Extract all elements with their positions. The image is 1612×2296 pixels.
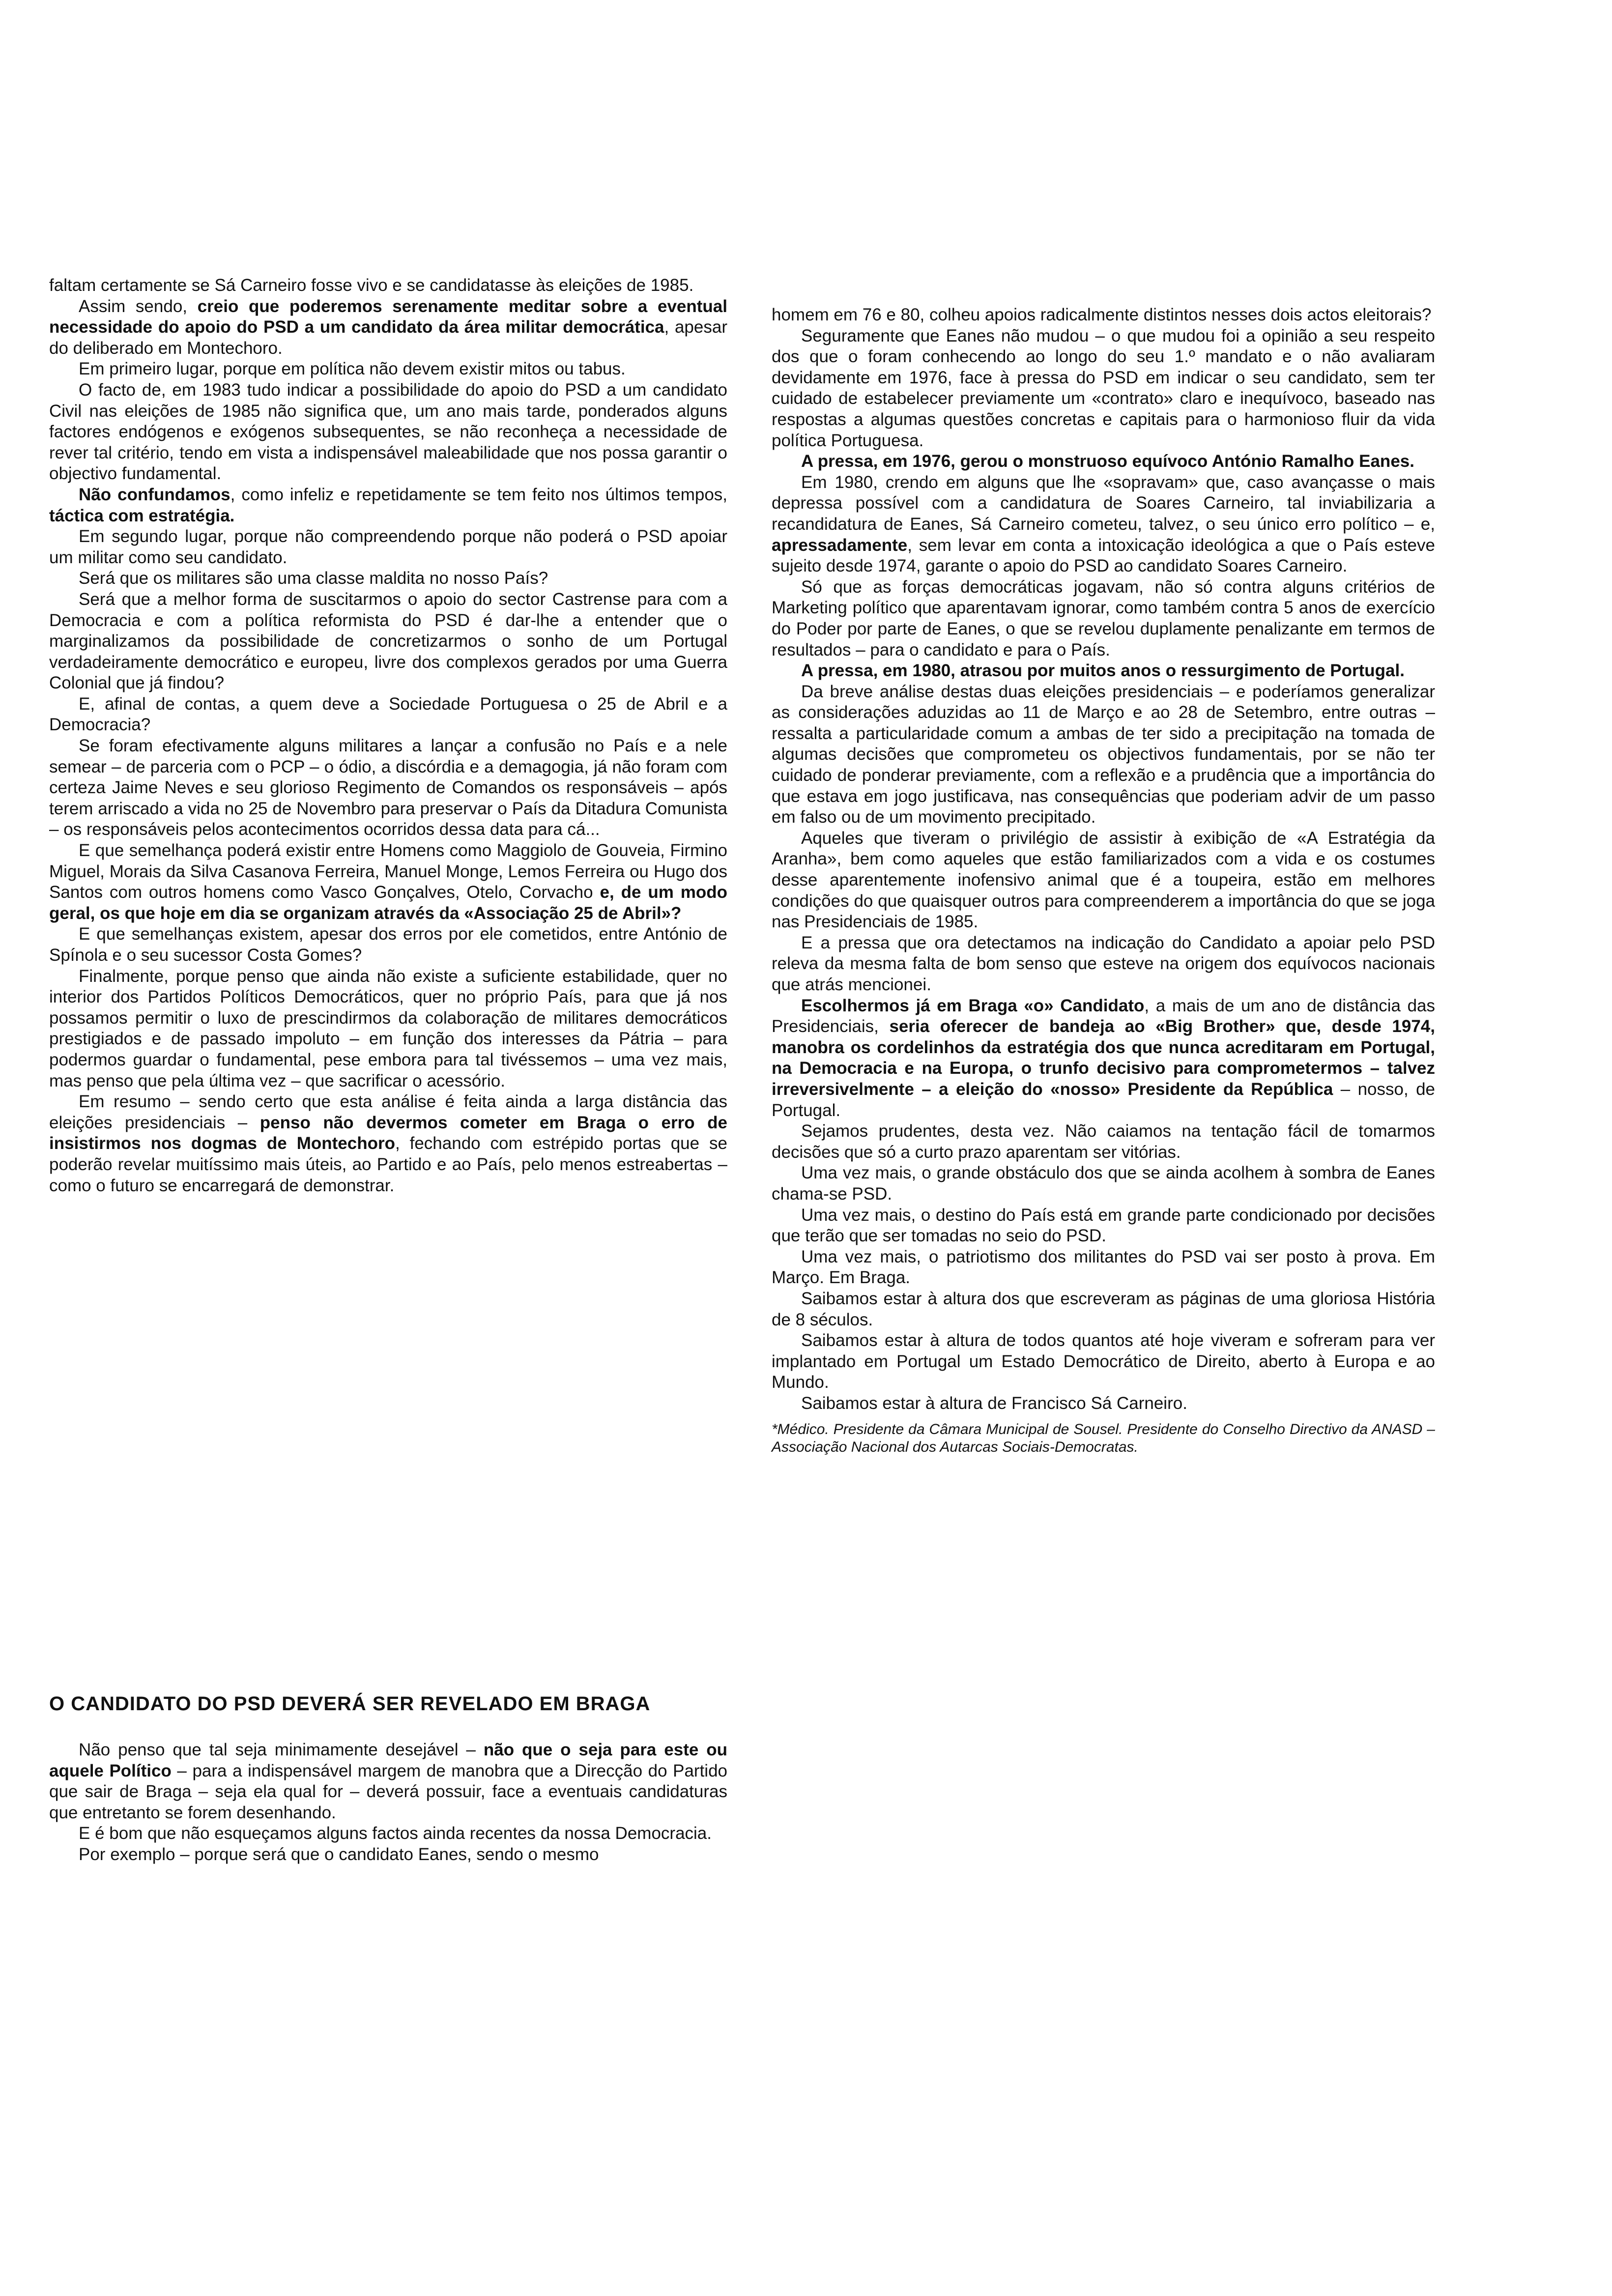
- article-paragraph: [772, 1393, 1435, 1414]
- article-paragraph: [49, 568, 727, 589]
- bold-text: táctica com estratégia.: [49, 506, 235, 525]
- body-text: Será que os militares são uma classe maldita no nosso País?: [79, 569, 548, 588]
- body-text: Será que a melhor forma de suscitarmos o apoio do sector Castrense para com a Democracia e com a política reformista do PSD é dar-lhe a entender que o marginalizamos da possibilidade de concretizarmos o sonho de um Portugal verdadeiramente democrático e europeu, livre dos complexos gerados por uma Guerra Colonial que já findou?: [49, 589, 727, 693]
- article-paragraph: [49, 840, 727, 924]
- body-text: Saibamos estar à altura de Francisco Sá Carneiro.: [801, 1393, 1187, 1413]
- body-text: Assim sendo,: [79, 296, 198, 316]
- article-paragraph: [49, 589, 727, 694]
- bold-text: seria oferecer de bandeja ao «Big Brother» que, desde 1974, manobra os cordelinhos da estratégia dos que nunca acreditaram em Portugal, na Democracia e na Europa, o trunfo decisivo para comprometermos – talvez irreversivelmente – a eleição do «nosso» Presidente da República: [772, 1017, 1435, 1099]
- article-paragraph: [49, 296, 727, 359]
- article-paragraph: [772, 933, 1435, 996]
- body-text: Em resumo – sendo certo que esta análise é feita ainda a larga distância das eleições presidenciais –: [49, 1092, 727, 1132]
- article-paragraph: [772, 1163, 1435, 1205]
- section-heading: O CANDIDATO DO PSD DEVERÁ SER REVELADO EM BRAGA: [49, 1693, 651, 1715]
- body-text: Saibamos estar à altura dos que escreveram as páginas de uma gloriosa História de 8 séculos.: [772, 1289, 1435, 1329]
- body-text: , fechando com estrépido portas que se poderão revelar muitíssimo mais úteis, ao Partido e ao País, pelo menos estreabertas – como o futuro se encarregará de demonstrar.: [49, 1134, 727, 1195]
- bold-text: A pressa, em 1980, atrasou por muitos anos o ressurgimento de Portugal.: [801, 661, 1405, 681]
- body-text: , como infeliz e repetidamente se tem feito nos últimos tempos,: [230, 485, 728, 504]
- body-text: Saibamos estar à altura de todos quantos até hoje viveram e sofreram para ver implantado em Portugal um Estado Democrático de Direito, aberto à Europa e ao Mundo.: [772, 1331, 1435, 1392]
- body-text: Seguramente que Eanes não mudou – o que mudou foi a opinião a seu respeito dos que o foram conhecendo ao longo do seu 1.º mandato e o não avaliaram devidamente em 1976, face à pressa do PSD em indicar o seu candidato, sem ter cuidado de estabelecer previamente um «contrato» claro e inequívoco, baseado nas respostas a algumas questões concretas e capitais para o harmonioso fluir da vida política Portuguesa.: [772, 326, 1435, 450]
- article-paragraph: [49, 1740, 727, 1823]
- bold-text: A pressa, em 1976, gerou o monstruoso equívoco António Ramalho Eanes.: [801, 452, 1414, 471]
- bold-text: não que o seja para este ou aquele Político: [49, 1740, 727, 1780]
- bold-text: creio que poderemos serenamente meditar sobre a eventual necessidade do apoio do PSD a um candidato da área militar democrática: [49, 296, 727, 337]
- article-paragraph: [772, 1289, 1435, 1330]
- body-text: Não penso que tal seja minimamente desejável –: [79, 1740, 484, 1759]
- author-footnote: *Médico. Presidente da Câmara Municipal de Sousel. Presidente do Conselho Directivo da ANASD – Associação Nacional dos Autarcas Sociais-Democratas.: [772, 1421, 1435, 1456]
- body-text: Uma vez mais, o grande obstáculo dos que se ainda acolhem à sombra de Eanes chama-se PSD.: [772, 1163, 1435, 1204]
- body-text: E a pressa que ora detectamos na indicação do Candidato a apoiar pelo PSD releva da mesma falta de bom senso que esteve na origem dos equívocos nacionais que atrás mencionei.: [772, 933, 1435, 994]
- body-text: Se foram efectivamente alguns militares a lançar a confusão no País e a nele semear – de parceria com o PCP – o ódio, a discórdia e a demagogia, já não foram com certeza Jaime Neves e seu glorioso Regimento de Comandos os responsáveis – após terem arriscado a vida no 25 de Novembro para preservar o País da Ditadura Comunista – os responsáveis pelos acontecimentos ocorridos dessa data para cá...: [49, 736, 727, 839]
- body-text: Uma vez mais, o patriotismo dos militantes do PSD vai ser posto à prova. Em Março. Em Braga.: [772, 1247, 1435, 1288]
- body-text: , apesar do deliberado em Montechoro.: [49, 317, 727, 358]
- body-text: Em primeiro lugar, porque em política não devem existir mitos ou tabus.: [79, 359, 626, 379]
- body-text: E, afinal de contas, a quem deve a Sociedade Portuguesa o 25 de Abril e a Democracia?: [49, 694, 727, 735]
- body-text: Aqueles que tiveram o privilégio de assistir à exibição de «A Estratégia da Aranha», bem como aqueles que estão familiarizados com a vida e os costumes desse aparentemente inofensivo animal que é a toupeira, estão em melhores condições do que quaisquer outros para compreenderem a importância do que se joga nas Presidenciais de 1985.: [772, 828, 1435, 932]
- right-column: [772, 305, 1435, 1456]
- article-paragraph: [772, 1121, 1435, 1163]
- article-paragraph: [49, 526, 727, 568]
- body-text: Só que as forças democráticas jogavam, não só contra alguns critérios de Marketing político que aparentavam ignorar, como também contra 5 anos de exercício do Poder por parte de Eanes, o que se revelou duplamente penalizante em termos de resultados – para o candidato e para o País.: [772, 577, 1435, 660]
- body-text: Sejamos prudentes, desta vez. Não caiamos na tentação fácil de tomarmos decisões que só a curto prazo aparentam ser vitórias.: [772, 1121, 1435, 1162]
- article-paragraph: [772, 451, 1435, 472]
- body-text: – nosso, de Portugal.: [772, 1079, 1435, 1120]
- body-text: – para a indispensável margem de manobra que a Direcção do Partido que sair de Braga – seja ela qual for – deverá possuir, face a eventuais candidaturas que entretanto se forem desenhando.: [49, 1761, 728, 1822]
- article-paragraph: [49, 1091, 727, 1196]
- article-paragraph: [49, 736, 727, 840]
- bold-text: Escolhermos já em Braga «o» Candidato: [801, 996, 1145, 1015]
- article-paragraph: [772, 472, 1435, 577]
- article-paragraph: [49, 380, 727, 485]
- article-paragraph: [49, 924, 727, 966]
- article-paragraph: [49, 275, 727, 296]
- body-text: homem em 76 e 80, colheu apoios radicalmente distintos nesses dois actos eleitorais?: [772, 305, 1432, 324]
- body-text: Uma vez mais, o destino do País está em grande parte condicionado por decisões que terão que ser tomadas no seio do PSD.: [772, 1205, 1435, 1246]
- article-paragraph: [49, 485, 727, 526]
- article-paragraph: [772, 996, 1435, 1121]
- body-text: Em segundo lugar, porque não compreendendo porque não poderá o PSD apoiar um militar como seu candidato.: [49, 527, 727, 567]
- left-column: [49, 275, 727, 1196]
- body-text: , a mais de um ano de distância das Presidenciais,: [772, 996, 1436, 1036]
- body-text: Da breve análise destas duas eleições presidenciais – e poderíamos generalizar as considerações aduzidas ao 11 de Março e ao 28 de Setembro, entre outras – ressalta a particularidade comum a ambas de ter sido a precipitação na tomada de algumas decisões que comprometeu os objectivos fundamentais, por se não ter cuidado de ponderar previamente, com a reflexão e a prudência que a importância do que estava em jogo justificava, nas consequências que poderiam advir de um passo em falso ou de um movimento precipitado.: [772, 682, 1435, 827]
- bold-text: penso não devermos cometer em Braga o erro de insistirmos nos dogmas de Montechoro: [49, 1113, 727, 1153]
- article-paragraph: [772, 828, 1435, 933]
- article-paragraph: [49, 966, 727, 1092]
- bold-text: Não confundamos: [79, 485, 230, 504]
- body-text: E é bom que não esqueçamos alguns factos ainda recentes da nossa Democracia.: [79, 1824, 712, 1843]
- body-text: O facto de, em 1983 tudo indicar a possibilidade do apoio do PSD a um candidato Civil nas eleições de 1985 não significa que, um ano mais tarde, ponderados alguns factores endógenos e exógenos subsequentes, se não reconheça a necessidade de rever tal critério, tendo em vista a indispensável maleabilidade que nos possa garantir o objectivo fundamental.: [49, 380, 727, 484]
- article-paragraph: [772, 305, 1435, 326]
- bold-text: e, de um modo geral, os que hoje em dia se organizam através da «Associação 25 de Abril»?: [49, 883, 727, 923]
- body-text: , sem levar em conta a intoxicação ideológica a que o País esteve sujeito desde 1974, garante o apoio do PSD ao candidato Soares Carneiro.: [772, 535, 1435, 576]
- article-paragraph: [772, 660, 1435, 682]
- article-paragraph: [772, 577, 1435, 660]
- body-text: para que já nos possamos permitir o luxo de prescindirmos da colaboração de militares democráticos prestigiados e de passado impoluto – em função dos interesses da Pátria – para podermos guardar o fundamental, pese embora para tal tivéssemos – uma vez mais, mas penso que pela última vez – que sacrificar o acessório.: [49, 987, 727, 1091]
- body-text: E que semelhanças existem, apesar dos erros por ele cometidos, entre António de Spínola e o seu sucessor Costa Gomes?: [49, 924, 727, 965]
- body-text: faltam certamente se Sá Carneiro fosse vivo e se candidatasse às eleições de 1985.: [49, 276, 694, 295]
- left-column-continued: [49, 1740, 727, 1866]
- article-paragraph: [772, 1205, 1435, 1247]
- article-paragraph: [772, 1330, 1435, 1393]
- article-paragraph: [49, 694, 727, 736]
- article-paragraph: [49, 1844, 727, 1866]
- article-paragraph: [772, 1247, 1435, 1289]
- article-paragraph: [49, 1823, 727, 1844]
- article-paragraph: [772, 682, 1435, 828]
- bold-text: apressadamente: [772, 535, 908, 555]
- body-text: Por exemplo – porque será que o candidato Eanes, sendo o mesmo: [79, 1844, 599, 1864]
- article-paragraph: [49, 359, 727, 380]
- body-text: E que semelhança poderá existir entre Homens como Maggiolo de Gouveia, Firmino Miguel, Morais da Silva Casanova Ferreira, Manuel Monge, Lemos Ferreira ou Hugo dos Santos com outros homens como Vasco Gonçalves, Otelo, Corvacho: [49, 841, 727, 902]
- body-text: Finalmente, porque penso que ainda não existe a suficiente estabilidade, quer no interior dos Partidos Políticos Democráticos, quer no próprio País,: [49, 966, 727, 1007]
- body-text: Em 1980, crendo em alguns que lhe «sopravam» que, caso avançasse o mais depressa possível com a candidatura de Soares Carneiro, tal inviabilizaria a recandidatura de Eanes, Sá Carneiro cometeu, talvez, o seu único erro político – e,: [772, 472, 1435, 534]
- article-paragraph: [772, 326, 1435, 452]
